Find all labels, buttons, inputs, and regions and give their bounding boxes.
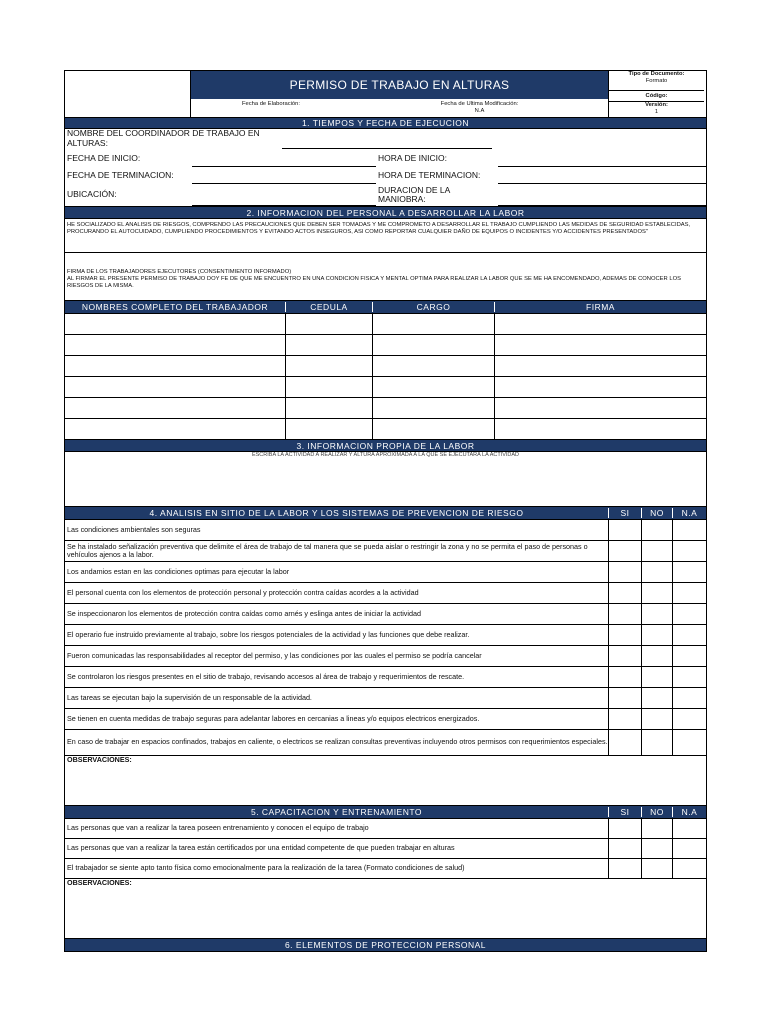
list-item (65, 819, 706, 839)
col-nombres: NOMBRES COMPLETO DEL TRABAJADOR (65, 302, 286, 312)
fecha-terminacion-label: FECHA DE TERMINACION: (67, 169, 174, 180)
fecha-elaboracion-label: Fecha de Elaboración: (241, 101, 300, 107)
table-row (65, 377, 706, 398)
fecha-inicio-input[interactable] (192, 150, 376, 167)
checkbox-no[interactable] (642, 604, 673, 624)
checklist-question: Los andamios estan en las condiciones optimas para ejecutar la labor (65, 562, 609, 582)
section-6-header: 6. ELEMENTOS DE PROTECCION PERSONAL (65, 939, 706, 952)
checklist-question: El personal cuenta con los elementos de protección personal y protección contra caídas acordes a la actividad (65, 583, 609, 603)
table-row (65, 398, 706, 419)
section-4-title: 4. ANALISIS EN SITIO DE LA LABOR Y LOS SISTEMAS DE PREVENCION DE RIESGO (65, 508, 609, 518)
worker-firma-cell[interactable] (495, 419, 706, 439)
checkbox-si[interactable] (609, 583, 642, 603)
worker-name-cell[interactable] (65, 398, 286, 418)
activity-description-area[interactable] (65, 452, 706, 507)
col-firma: FIRMA (586, 302, 615, 312)
checkbox-no[interactable] (642, 667, 673, 687)
checkbox-no[interactable] (642, 520, 673, 540)
version-value: 1 (654, 109, 659, 115)
header-center (191, 71, 609, 117)
ubicacion-row (65, 184, 706, 207)
list-item (65, 604, 706, 625)
checkbox-na[interactable] (673, 541, 706, 561)
declaration-text: HE SOCIALIZADO EL ANALISIS DE RIESGOS, COMPRENDO LAS PRECAUCIONES QUE DEBEN SER TOMADAS Y ME COMPROMETO A DESARROLLAR EL TRABAJO CUMPLIENDO LAS MEDIDAS DE SEGURIDAD ESTABLECIDAS, PROCURANDO EL AUTOCUIDADO, CUMPLIENDO PROCEDIMIENTOS Y EVITANDO ACTOS INSEGUROS, ASI COMO REPORTAR CUALQUIER DAÑO DE EQUIPOS O INCIDENTES Y/O ACCIDENTES PRESENTADOS" (67, 222, 691, 235)
form-header (65, 71, 706, 118)
checkbox-na[interactable] (673, 562, 706, 582)
checkbox-na[interactable] (673, 667, 706, 687)
checkbox-no[interactable] (642, 583, 673, 603)
list-item (65, 839, 706, 859)
hora-inicio-input[interactable] (498, 150, 706, 167)
section-5-header (65, 806, 706, 819)
hora-terminacion-label: HORA DE TERMINACION: (378, 169, 481, 180)
worker-cargo-cell[interactable] (373, 419, 495, 439)
worker-cedula-cell[interactable] (286, 335, 373, 355)
checkbox-na[interactable] (673, 730, 706, 755)
checkbox-si[interactable] (609, 839, 642, 858)
section-5-title: 5. CAPACITACION Y ENTRENAMIENTO (65, 807, 609, 817)
checkbox-na[interactable] (673, 604, 706, 624)
checkbox-na[interactable] (673, 709, 706, 729)
section-5-col-si: SI (609, 807, 642, 817)
coordinator-row (65, 129, 706, 150)
tipo-documento-label: Tipo de Documento: (628, 71, 685, 77)
worker-cargo-cell[interactable] (373, 398, 495, 418)
section-1-header: 1. TIEMPOS Y FECHA DE EJECUCION (65, 118, 706, 129)
codigo-label: Código: (609, 91, 704, 102)
section-4-col-si: SI (609, 508, 642, 518)
fecha-modificacion-value: N.A (474, 108, 485, 114)
worker-name-cell[interactable] (65, 314, 286, 334)
checkbox-no[interactable] (642, 730, 673, 755)
consent-text: AL FIRMAR EL PRESENTE PERMISO DE TRABAJO DOY FE DE QUE ME ENCUENTRO EN UNA CONDICION FISICA Y MENTAL OPTIMA PARA REALIZAR LA LABOR QUE SE ME HA ENCOMENDADO, ADEMAS DE CONOCER LOS RIESGOS DE LA MISMA. (67, 276, 681, 289)
ubicacion-input[interactable] (192, 184, 376, 206)
coordinator-input[interactable] (282, 129, 492, 149)
worker-firma-cell[interactable] (495, 314, 706, 334)
list-item (65, 667, 706, 688)
worker-cedula-cell[interactable] (286, 419, 373, 439)
checkbox-si[interactable] (609, 520, 642, 540)
checklist-question: Fueron comunicadas las responsabilidades al receptor del permiso, y las condiciones por las cuales el permiso se podría cancelar (65, 646, 609, 666)
table-row (65, 314, 706, 335)
section-2-header: 2. INFORMACION DEL PERSONAL A DESARROLLAR LA LABOR (65, 207, 706, 219)
fecha-modificacion-label: Fecha de Ultima Modificación: (440, 101, 519, 107)
checkbox-si[interactable] (609, 562, 642, 582)
worker-cedula-cell[interactable] (286, 398, 373, 418)
section-5-col-no: NO (642, 807, 673, 817)
checkbox-si[interactable] (609, 625, 642, 645)
worker-cedula-cell[interactable] (286, 314, 373, 334)
activity-hint: ESCRIBA LA ACTIVIDAD A REALIZAR Y ALTURA APROXIMADA A LA QUE SE EJECUTARA LA ACTIVIDAD (251, 452, 520, 458)
checkbox-no[interactable] (642, 709, 673, 729)
section-3-header: 3. INFORMACION PROPIA DE LA LABOR (65, 440, 706, 452)
checkbox-na[interactable] (673, 859, 706, 878)
hora-terminacion-input[interactable] (498, 167, 706, 184)
col-cargo: CARGO (373, 302, 495, 312)
consent-row (65, 253, 706, 301)
list-item (65, 541, 706, 562)
checkbox-si[interactable] (609, 541, 642, 561)
worker-cedula-cell[interactable] (286, 377, 373, 397)
checklist-question: Las condiciones ambientales son seguras (65, 520, 609, 540)
checkbox-si[interactable] (609, 819, 642, 838)
list-item (65, 625, 706, 646)
checkbox-no[interactable] (642, 859, 673, 878)
ubicacion-label: UBICACIÓN: (67, 189, 117, 200)
checklist-question: Se inspeccionaron los elementos de protección contra caídas como arnés y eslinga antes de iniciar la actividad (65, 604, 609, 624)
checkbox-si[interactable] (609, 859, 642, 878)
list-item (65, 520, 706, 541)
list-item (65, 562, 706, 583)
checklist-question: El trabajador se siente apto tanto física como emocionalmente para la realización de la tarea (Formato condiciones de salud) (65, 859, 609, 878)
worker-name-cell[interactable] (65, 419, 286, 439)
version-label: Versión: (645, 102, 668, 108)
section-5-observaciones-label: OBSERVACIONES: (67, 878, 132, 887)
checkbox-na[interactable] (673, 520, 706, 540)
fecha-terminacion-input[interactable] (192, 167, 376, 184)
worker-name-cell[interactable] (65, 335, 286, 355)
workers-table-body (65, 314, 706, 440)
workers-table-header (65, 301, 706, 314)
section-5-observaciones[interactable] (65, 879, 706, 939)
hora-inicio-label: HORA DE INICIO: (378, 152, 447, 163)
worker-firma-cell[interactable] (495, 356, 706, 376)
duracion-label: DURACION DE LA MANIOBRA: (378, 184, 450, 204)
worker-name-cell[interactable] (65, 377, 286, 397)
checklist-question: Las tareas se ejecutan bajo la supervisión de un responsable de la actividad. (65, 688, 609, 708)
list-item (65, 646, 706, 667)
section-4-checklist (65, 520, 706, 756)
worker-cargo-cell[interactable] (373, 314, 495, 334)
checkbox-na[interactable] (673, 819, 706, 838)
inicio-row (65, 150, 706, 167)
checkbox-no[interactable] (642, 625, 673, 645)
document-meta (609, 71, 704, 117)
table-row (65, 419, 706, 440)
checkbox-si[interactable] (609, 667, 642, 687)
section-4-header (65, 507, 706, 520)
section-4-col-na: N.A (681, 508, 698, 518)
checkbox-si[interactable] (609, 688, 642, 708)
checkbox-si[interactable] (609, 646, 642, 666)
table-row (65, 356, 706, 377)
checkbox-no[interactable] (642, 819, 673, 838)
fecha-inicio-label: FECHA DE INICIO: (67, 152, 141, 163)
declaration-row (65, 219, 706, 253)
worker-cargo-cell[interactable] (373, 377, 495, 397)
section-4-col-no: NO (642, 508, 673, 518)
checkbox-no[interactable] (642, 541, 673, 561)
section-4-observaciones-label: OBSERVACIONES: (67, 755, 132, 764)
checklist-question: Las personas que van a realizar la tarea están certificados por una entidad competente de que pueden trabajar en alturas (65, 839, 609, 858)
checkbox-no[interactable] (642, 688, 673, 708)
worker-name-cell[interactable] (65, 356, 286, 376)
table-row (65, 335, 706, 356)
list-item (65, 709, 706, 730)
work-permit-form (64, 70, 707, 952)
checkbox-na[interactable] (673, 625, 706, 645)
checkbox-si[interactable] (609, 709, 642, 729)
checklist-question: Se ha instalado señalización preventiva que delimite el área de trabajo de tal manera que se pueda aislar o restringir la zona y no se permita el paso de personas o vehículos ajenos a la labor. (65, 541, 609, 561)
worker-cedula-cell[interactable] (286, 356, 373, 376)
checkbox-no[interactable] (642, 562, 673, 582)
checkbox-na[interactable] (673, 688, 706, 708)
list-item (65, 688, 706, 709)
col-cedula: CEDULA (286, 302, 373, 312)
list-item (65, 730, 706, 756)
coordinator-label: NOMBRE DEL COORDINADOR DE TRABAJO EN ALTURAS: (67, 128, 260, 148)
section-5-col-na: N.A (681, 807, 698, 817)
checkbox-na[interactable] (673, 839, 706, 858)
checkbox-si[interactable] (609, 730, 642, 755)
checklist-question: Se controlaron los riesgos presentes en el sitio de trabajo, revisando accesos al área de trabajo y requerimientos de rescate. (65, 667, 609, 687)
checkbox-no[interactable] (642, 839, 673, 858)
checkbox-no[interactable] (642, 646, 673, 666)
consent-title: FIRMA DE LOS TRABAJADORES EJECUTORES (CONSENTIMIENTO INFORMADO) (67, 269, 292, 275)
checkbox-na[interactable] (673, 583, 706, 603)
checklist-question: Las personas que van a realizar la tarea poseen entrenamiento y conocen el equipo de trabajo (65, 819, 609, 838)
section-4-observaciones[interactable] (65, 756, 706, 806)
document-title: PERMISO DE TRABAJO EN ALTURAS (191, 71, 608, 99)
checkbox-si[interactable] (609, 604, 642, 624)
worker-firma-cell[interactable] (495, 335, 706, 355)
list-item (65, 859, 706, 879)
list-item (65, 583, 706, 604)
worker-firma-cell[interactable] (495, 377, 706, 397)
worker-cargo-cell[interactable] (373, 335, 495, 355)
terminacion-row (65, 167, 706, 184)
worker-firma-cell[interactable] (495, 398, 706, 418)
tipo-documento-value: Formato (645, 78, 668, 84)
duracion-input[interactable] (498, 184, 706, 206)
checklist-question: Se tienen en cuenta medidas de trabajo seguras para adelantar labores en cercanias a lineas y/o equipos electricos energizados. (65, 709, 609, 729)
checklist-question: En caso de trabajar en espacios confinados, trabajos en caliente, o electricos se realizan consultas preventivas incluyendo otros permisos con requerimientos especiales. (65, 730, 609, 755)
checklist-question: El operario fue instruido previamente al trabajo, sobre los riesgos potenciales de la actividad y las funciones que debe realizar. (65, 625, 609, 645)
logo-area (65, 71, 191, 117)
section-5-checklist (65, 819, 706, 879)
worker-cargo-cell[interactable] (373, 356, 495, 376)
checkbox-na[interactable] (673, 646, 706, 666)
